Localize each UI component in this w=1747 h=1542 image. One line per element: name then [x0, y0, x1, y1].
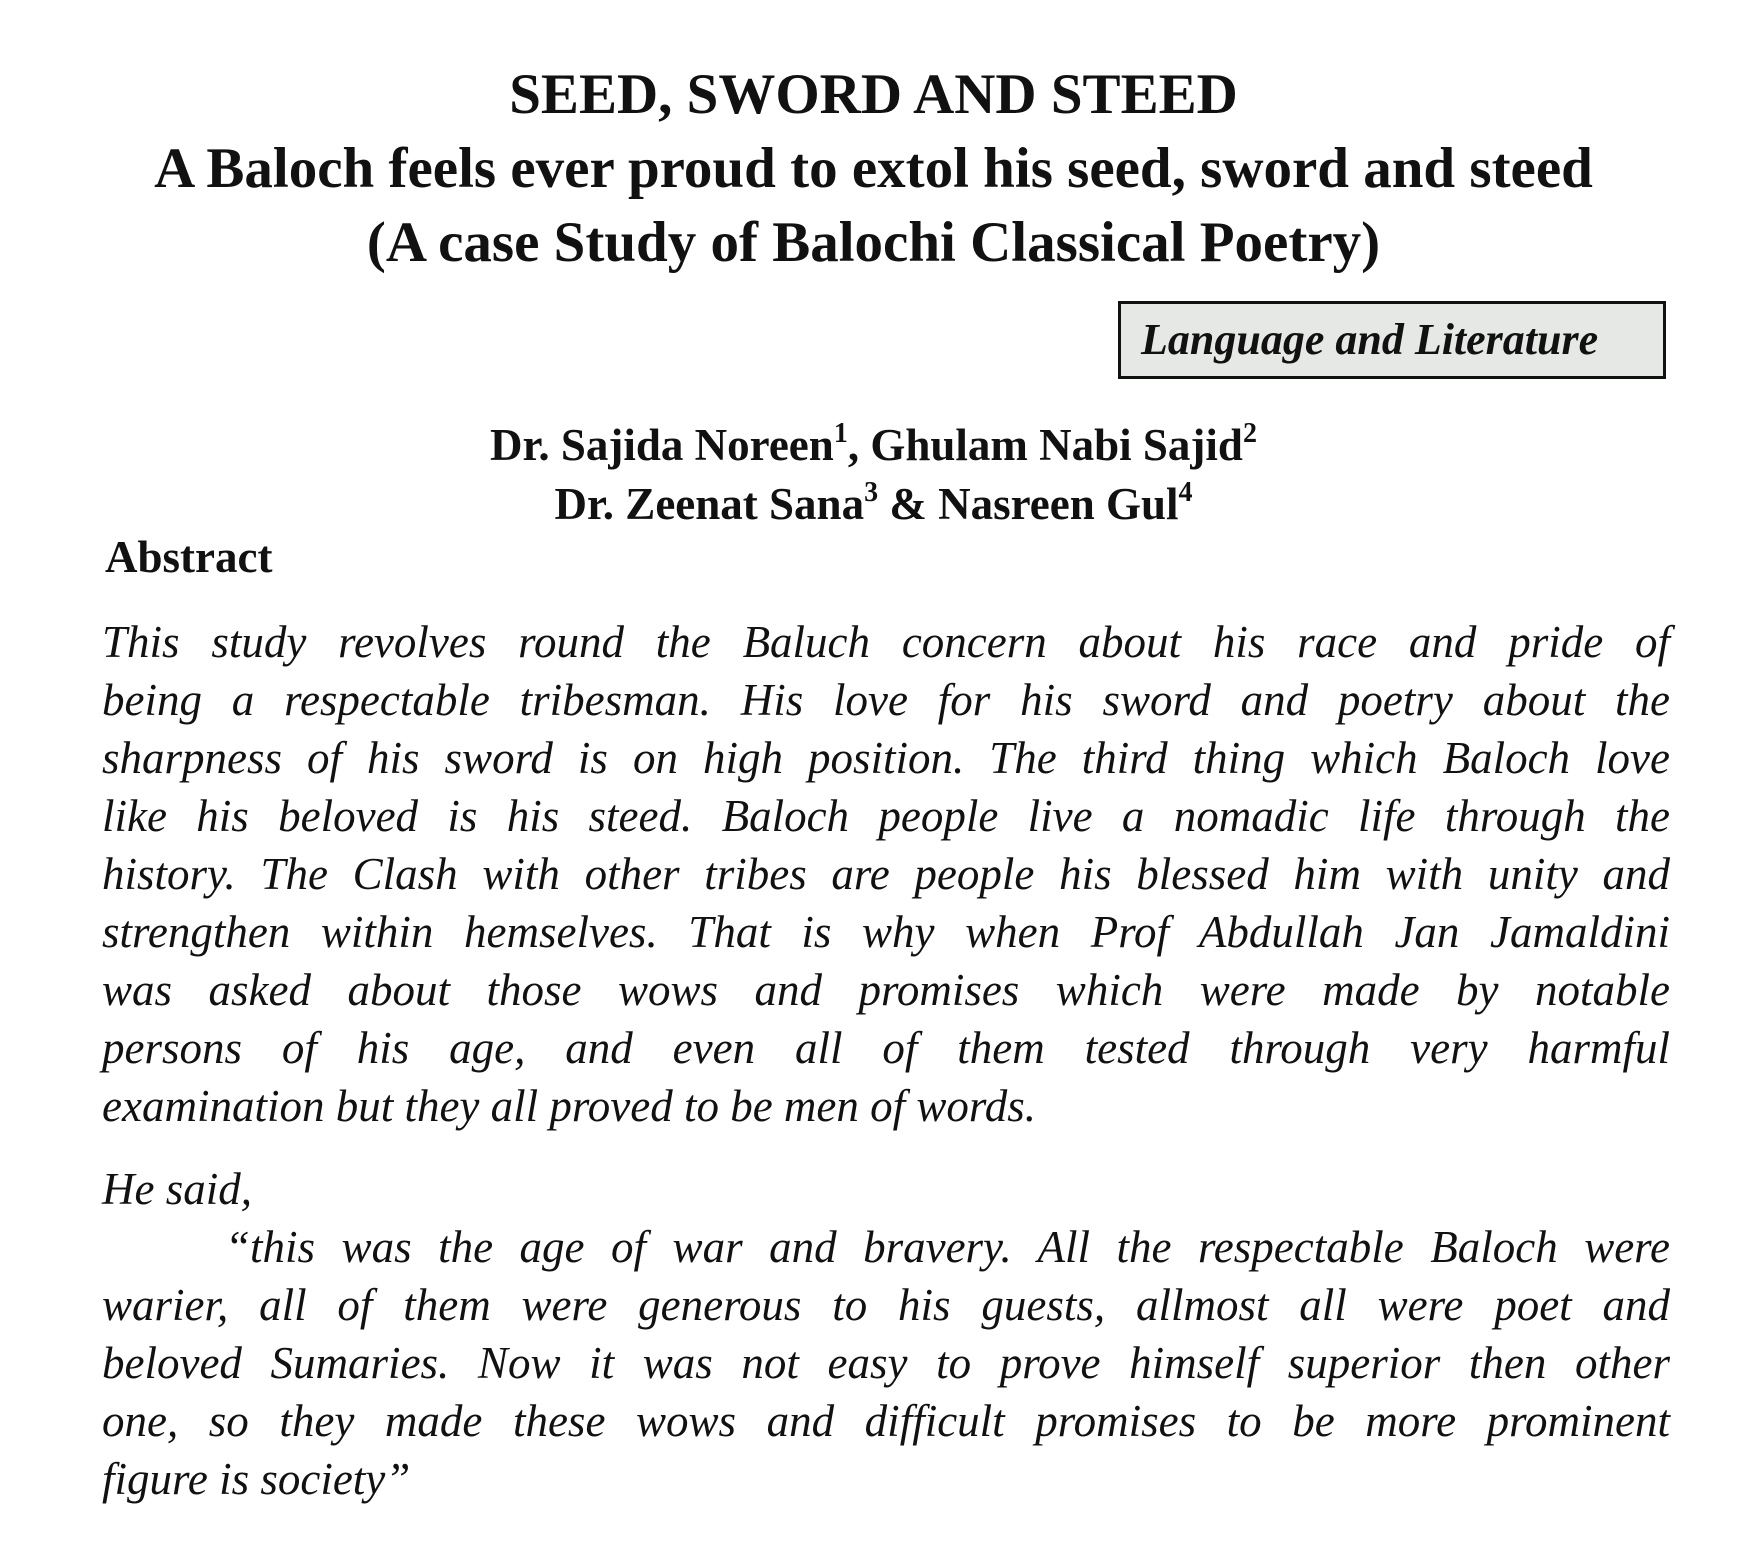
case-study-subtitle: (A case Study of Balochi Classical Poetry): [366, 211, 1381, 274]
quote-line: figure is society”: [102, 1454, 411, 1504]
author-list: [0, 416, 1747, 534]
abstract-line: strengthen within hemselves. That is why when Prof Abdullah Jan Jamaldini: [102, 907, 1670, 957]
author-affiliation-number: 4: [1178, 477, 1193, 508]
category-label-box: [1118, 301, 1666, 379]
quote-line: “this was the age of war and bravery. All the respectable Baloch were: [225, 1222, 1670, 1272]
author-name: Dr. Sajida Noreen: [490, 420, 834, 470]
author-name: Ghulam Nabi Sajid: [870, 420, 1243, 470]
subtitle: A Baloch feels ever proud to extol his seed, sword and steed: [154, 137, 1593, 200]
quote-line: warier, all of them were generous to his guests, allmost all were poet and: [102, 1280, 1670, 1330]
quote-line: one, so they made these wows and difficult promises to be more prominent: [102, 1396, 1670, 1446]
abstract-line: like his beloved is his steed. Baloch people live a nomadic life through the: [102, 791, 1670, 841]
abstract-line: examination but they all proved to be men of words.: [102, 1081, 1037, 1131]
abstract-line: history. The Clash with other tribes are people his blessed him with unity and: [102, 849, 1670, 899]
category-label: Language and Literature: [1141, 315, 1599, 364]
abstract-line: This study revolves round the Baluch concern about his race and pride of: [102, 617, 1670, 667]
author-line-2: [0, 475, 1747, 534]
quote-line: beloved Sumaries. Now it was not easy to prove himself superior then other: [102, 1338, 1670, 1388]
abstract-paragraph: [102, 613, 1670, 1135]
author-name: Nasreen Gul: [938, 479, 1179, 529]
title-block: [0, 58, 1747, 280]
author-affiliation-number: 3: [864, 477, 879, 508]
main-title: SEED, SWORD AND STEED: [509, 63, 1238, 126]
author-affiliation-number: 1: [833, 418, 848, 449]
author-separator: ,: [847, 420, 871, 470]
abstract-line: sharpness of his sword is on high position. The third thing which Baloch love: [102, 733, 1670, 783]
said-intro: He said,: [102, 1164, 252, 1214]
abstract-line: was asked about those wows and promises which were made by notable: [102, 965, 1670, 1015]
author-affiliation-number: 2: [1242, 418, 1257, 449]
author-separator: &: [878, 479, 939, 529]
abstract-heading: Abstract: [105, 532, 273, 582]
abstract-line: persons of his age, and even all of them tested through very harmful: [102, 1023, 1670, 1073]
abstract-line: being a respectable tribesman. His love for his sword and poetry about the: [102, 675, 1670, 725]
author-line-1: [0, 416, 1747, 475]
author-name: Dr. Zeenat Sana: [554, 479, 865, 529]
quote-paragraph: [102, 1218, 1670, 1508]
